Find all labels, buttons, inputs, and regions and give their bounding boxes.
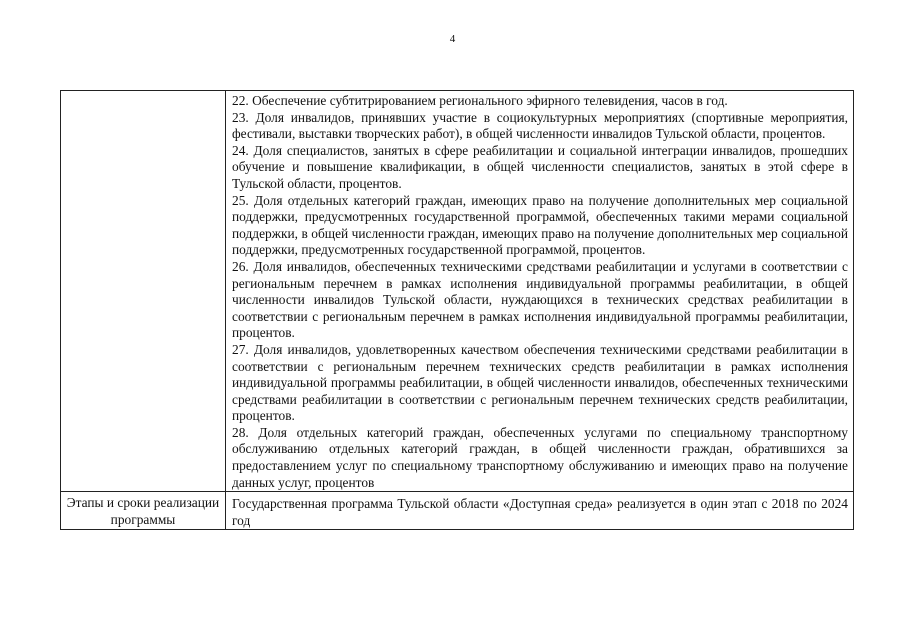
stages-row xyxy=(61,492,854,530)
stages-label: Этапы и сроки реализации программы xyxy=(61,492,226,530)
page-number: 4 xyxy=(449,33,456,45)
program-passport-table xyxy=(60,90,854,530)
indicator-item-27: 27. Доля инвалидов, удовлетворенных качеством обеспечения техническими средствами реабилитации в соответствии с региональным перечнем технических средств реабилитации в рамках исполнения индивидуальной программы реабилитации, в общей численности инвалидов, обеспеченных техническими средствами реабилитации в соответствии с региональным перечнем технических средств реабилитации, процентов. xyxy=(232,341,848,424)
indicators-label-cell xyxy=(61,91,226,492)
indicator-item-22: 22. Обеспечение субтитрированием регионального эфирного телевидения, часов в год. xyxy=(232,93,728,108)
indicator-item-23: 23. Доля инвалидов, принявших участие в социокультурных мероприятиях (спортивные мероприятия, фестивали, выставки творческих работ), в общей численности инвалидов Тульской области, процентов. xyxy=(232,109,848,142)
indicator-item-24: 24. Доля специалистов, занятых в сфере реабилитации и социальной интеграции инвалидов, прошедших обучение и повышение квалификации, в общей численности специалистов, занятых в этой сфере в Тульской области, процентов. xyxy=(232,142,848,191)
stages-text: Государственная программа Тульской области «Доступная среда» реализуется в один этап с 2018 по 2024 год xyxy=(226,492,854,530)
indicators-row xyxy=(61,91,854,492)
indicator-item-25: 25. Доля отдельных категорий граждан, имеющих право на получение дополнительных мер социальной поддержки, предусмотренных государственной программой, обеспеченных такими мерами социальной поддержки, в общей численности граждан, имеющих право на получение дополнительных мер социальной поддержки, предусмотренных государственной программой, процентов. xyxy=(232,192,848,258)
indicators-list xyxy=(226,91,854,492)
indicator-item-28: 28. Доля отдельных категорий граждан, обеспеченных услугами по специальному транспортному обслуживанию отдельных категорий граждан, в общей численности граждан, обратившихся за предоставлением услуг по специальному транспортному обслуживанию и имеющих право на получение данных услуг, процентов xyxy=(232,424,848,490)
indicator-item-26: 26. Доля инвалидов, обеспеченных техническими средствами реабилитации и услугами в соответствии с региональным перечнем в рамках исполнения индивидуальной программы реабилитации, в общей численности инвалидов Тульской области, нуждающихся в технических средствах реабилитации в соответствии с региональным перечнем в рамках исполнения индивидуальной программы реабилитации, процентов. xyxy=(232,258,848,341)
